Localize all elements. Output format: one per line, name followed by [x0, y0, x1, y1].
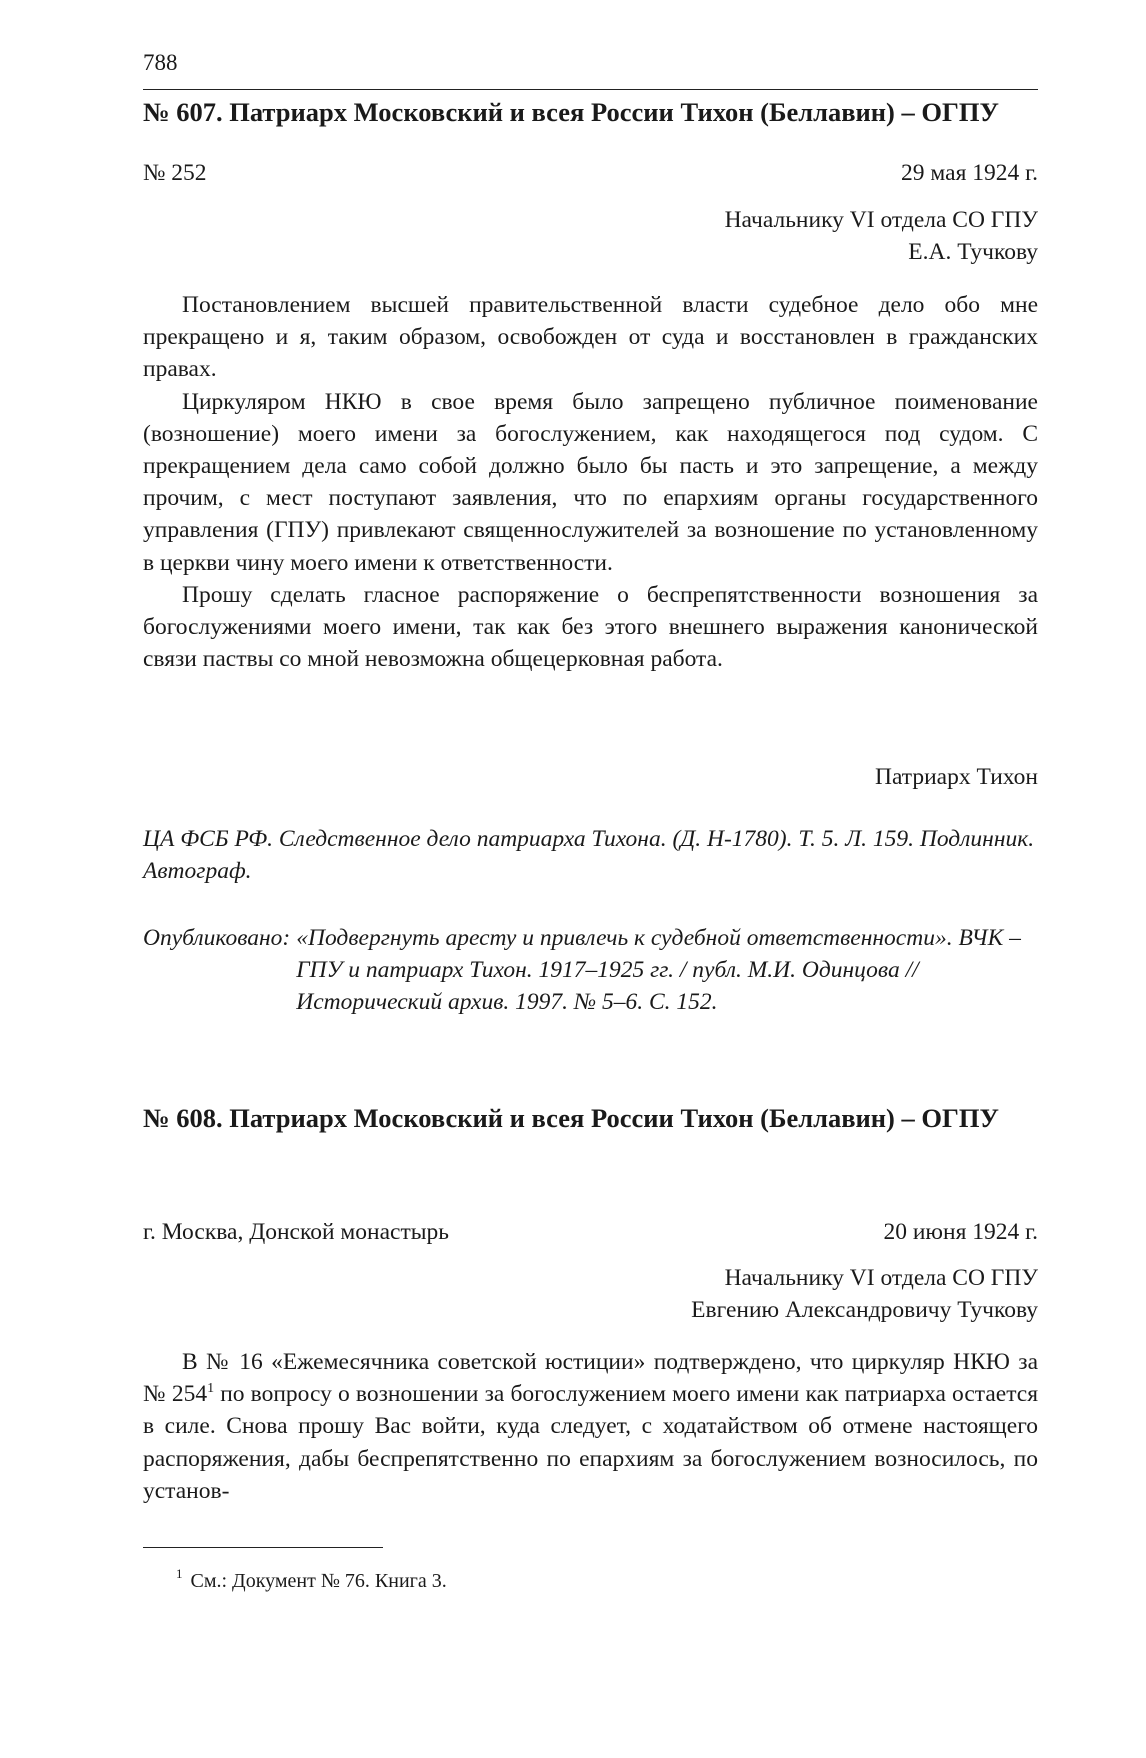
doc-607-addressee	[143, 204, 1038, 268]
doc-607-publication-label: Опубликовано:	[143, 925, 291, 951]
doc-607-paragraph-1: Постановлением высшей правительственной власти судебное дело обо мне прекращено и я, таким образом, освобожден от суда и восстановлен в гражданских правах.	[143, 292, 1038, 383]
footnote	[176, 1568, 447, 1594]
doc-607-addressee-line2: Е.А. Тучкову	[908, 239, 1038, 265]
doc-608-date: 20 июня 1924 г.	[883, 1219, 1038, 1245]
doc-608-paragraph-1	[143, 1346, 1038, 1507]
doc-607-date: 29 мая 1924 г.	[901, 160, 1038, 186]
doc-607-number: № 252	[143, 160, 207, 186]
footnote-ref-1: 1	[207, 1381, 215, 1397]
doc-607-title: № 607. Патриарх Московский и всея России Тихон (Беллавин) – ОГПУ	[143, 97, 999, 127]
doc-608-paragraph-1-part2: по вопросу о возношении за богослужением моего имени как патриарха остается в силе. Снова прошу Вас войти, куда следует, с ходатайством об отмене настоящего распоряжения, дабы беспрепятственно по епархиям за богослужением возносилось, по установ-	[143, 1381, 1039, 1504]
doc-608-body	[143, 1346, 1038, 1507]
page-number: 788	[143, 50, 178, 75]
doc-607-paragraph-2: Циркуляром НКЮ в свое время было запрещено публичное поименование (возношение) моего имени за богослужением, как находящегося под судом. С прекращением дела само собой должно было бы пасть и это запрещение, а между прочим, с мест поступают заявления, что по епархиям органы государственного управления (ГПУ) привлекают священнослужителей за возношение по установленному в церкви чину моего имени к ответственности.	[143, 388, 1038, 576]
doc-607-addressee-line1: Начальнику VI отдела СО ГПУ	[724, 207, 1038, 233]
doc-607-publication	[143, 922, 1038, 1018]
footnote-text: См.: Документ № 76. Книга 3.	[190, 1570, 447, 1592]
doc-607-archive-source: ЦА ФСБ РФ. Следственное дело патриарха Тихона. (Д. Н-1780). Т. 5. Л. 159. Подлинник. Автограф.	[143, 826, 1035, 884]
footnote-rule	[143, 1547, 383, 1548]
doc-607-publication-text: «Подвергнуть аресту и привлечь к судебной ответственности». ВЧК – ГПУ и патриарх Тихон. 1917–1925 гг. / публ. М.И. Одинцова // Исторический архив. 1997. № 5–6. С. 152.	[296, 925, 1021, 1015]
doc-607-body	[143, 289, 1038, 675]
doc-608-addressee-line2: Евгению Александровичу Тучкову	[691, 1297, 1038, 1323]
header-rule	[143, 89, 1038, 90]
footnote-marker: 1	[176, 1566, 183, 1581]
doc-608-addressee	[143, 1262, 1038, 1326]
doc-608-title: № 608. Патриарх Московский и всея России Тихон (Беллавин) – ОГПУ	[143, 1103, 999, 1133]
doc-608-addressee-line1: Начальнику VI отдела СО ГПУ	[724, 1265, 1038, 1291]
doc-608-place: г. Москва, Донской монастырь	[143, 1219, 449, 1245]
doc-608-paragraph-1-part1: В № 16 «Ежемесячника советской юстиции» подтверждено, что циркуляр НКЮ за № 254	[143, 1349, 1038, 1408]
doc-607-meta-row	[143, 158, 1038, 188]
doc-608-meta-row	[143, 1217, 1038, 1247]
doc-607-paragraph-3: Прошу сделать гласное распоряжение о беспрепятственности возношения за богослужениями моего имени, так как без этого внешнего выражения канонической связи паствы со мной невозможна общецерковная работа.	[143, 581, 1038, 673]
doc-607-signature: Патриарх Тихон	[874, 764, 1038, 790]
